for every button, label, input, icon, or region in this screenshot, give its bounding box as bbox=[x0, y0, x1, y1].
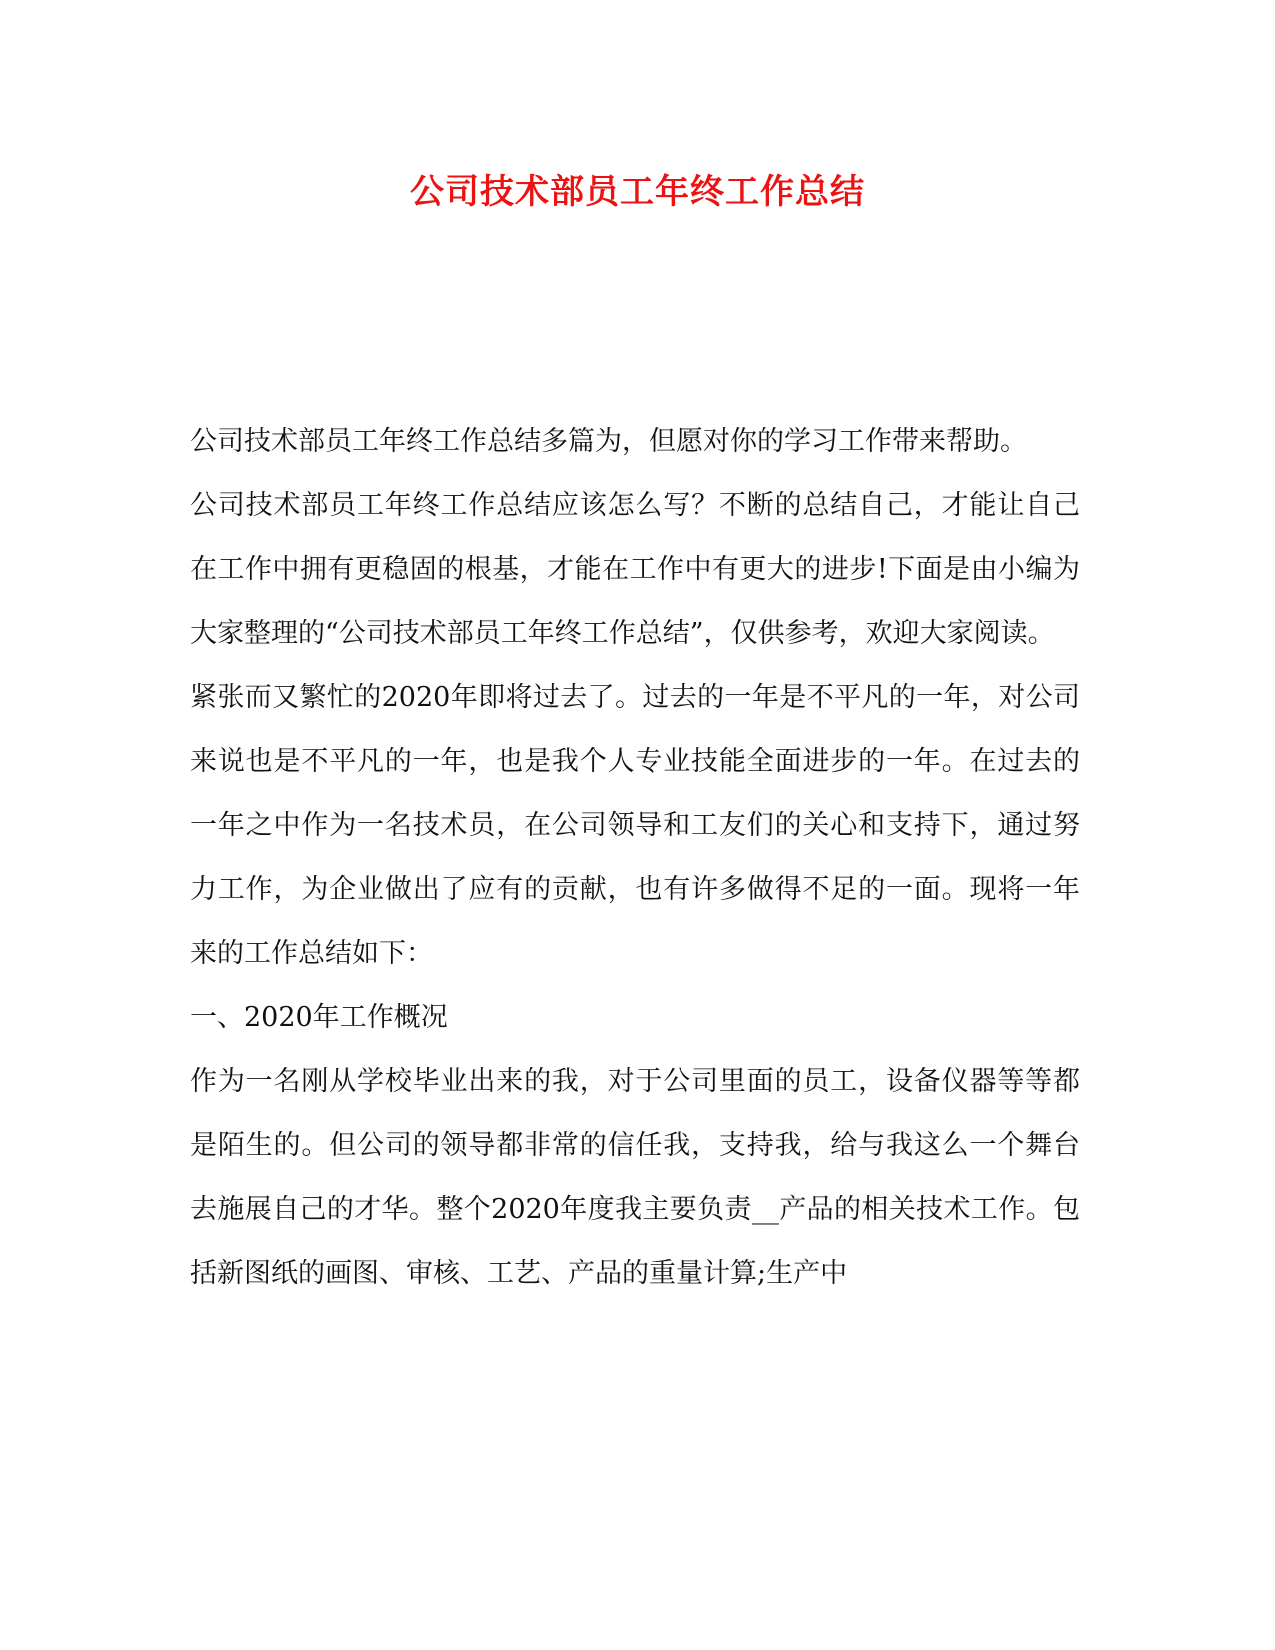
section-heading-overview: 一、2020年工作概况 bbox=[190, 1002, 448, 1033]
overview-paragraph: 作为一名刚从学校毕业出来的我，对于公司里面的员工，设备仪器等等都是陌生的。但公司的领导都非常的信任我，支持我，给与我这么一个舞台去施展自己的才华。整个2020年度我主要负责__产品的相关技术工作。包括新图纸的画图、审核、工艺、产品的重量计算;生产中 bbox=[190, 1066, 1080, 1289]
how-to-write-paragraph: 公司技术部员工年终工作总结应该怎么写？不断的总结自己，才能让自己在工作中拥有更稳固的根基，才能在工作中有更大的进步!下面是由小编为大家整理的“公司技术部员工年终工作总结”，仅供参考，欢迎大家阅读。 bbox=[190, 490, 1080, 649]
year-summary-paragraph: 紧张而又繁忙的2020年即将过去了。过去的一年是不平凡的一年，对公司来说也是不平凡的一年，也是我个人专业技能全面进步的一年。在过去的一年之中作为一名技术员，在公司领导和工友们的关心和支持下，通过努力工作，为企业做出了应有的贡献，也有许多做得不足的一面。现将一年来的工作总结如下： bbox=[190, 682, 1080, 969]
intro-paragraph: 公司技术部员工年终工作总结多篇为，但愿对你的学习工作带来帮助。 bbox=[190, 426, 1027, 457]
document-title: 公司技术部员工年终工作总结 bbox=[410, 172, 865, 212]
document-body bbox=[190, 410, 1080, 1306]
